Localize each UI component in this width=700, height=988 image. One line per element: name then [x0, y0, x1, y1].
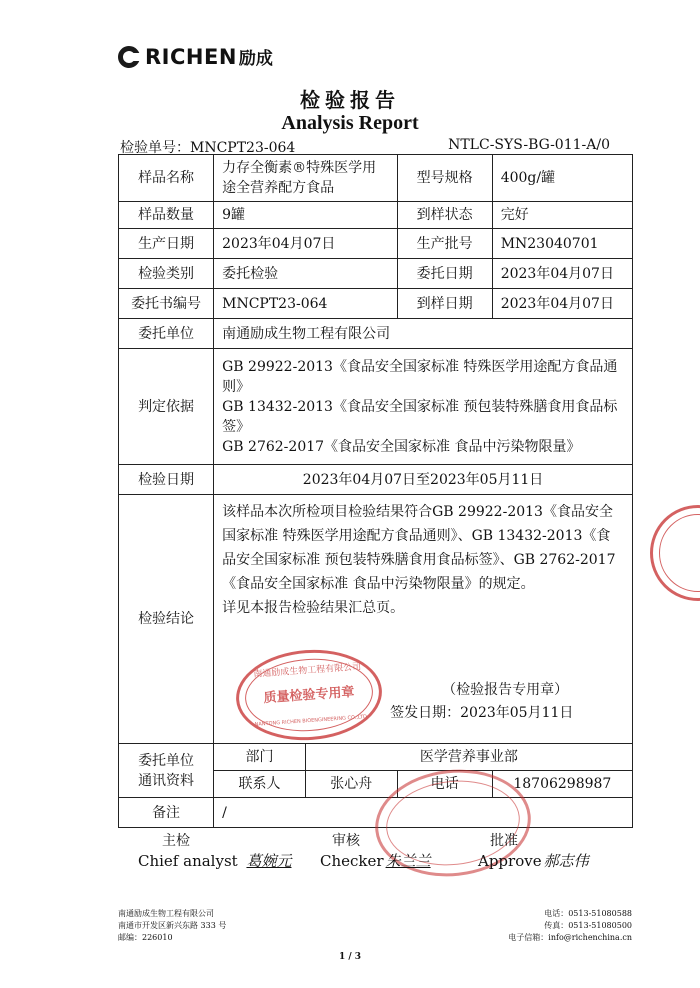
- chief-cn: 主检: [162, 833, 190, 849]
- dept-label: 部门: [214, 744, 306, 771]
- commission-date-value: 2023年04月07日: [492, 259, 632, 289]
- stamp-top-text: 南通励成生物工程有限公司: [253, 662, 362, 680]
- phone-label: 电话: [397, 771, 492, 798]
- chief-sig: 葛婉元: [246, 852, 292, 870]
- basis-line: GB 13432-2013《食品安全国家标准 预包装特殊膳食用食品标签》: [222, 398, 618, 435]
- basis-label: 判定依据: [119, 349, 214, 465]
- qty-label: 样品数量: [119, 202, 214, 229]
- table-row: [119, 495, 633, 744]
- page-number: 1 / 3: [338, 952, 362, 962]
- checker-cn: 审核: [332, 833, 360, 849]
- report-title-en: Analysis Report: [281, 112, 419, 134]
- client-value: 南通励成生物工程有限公司: [214, 319, 633, 349]
- approve-cn: 批准: [490, 833, 518, 849]
- footer-fax: 传真：0513-51080500: [544, 921, 632, 930]
- table-row: [119, 465, 633, 495]
- footer-company: 南通励成生物工程有限公司: [118, 909, 214, 918]
- table-row: [119, 319, 633, 349]
- chief-signature: [138, 850, 291, 871]
- remark-label: 备注: [119, 798, 214, 828]
- seal-note: （检验报告专用章）: [442, 682, 569, 698]
- spec-value: 400g/罐: [492, 155, 632, 202]
- checker-sig: 朱兰兰: [385, 852, 431, 870]
- qty-value: 9罐: [214, 202, 397, 229]
- test-date-label: 检验日期: [119, 465, 214, 495]
- phone-value: 18706298987: [492, 771, 632, 798]
- table-row: [119, 202, 633, 229]
- footer-email: 电子信箱：info@richenchina.cn: [508, 933, 632, 942]
- document-code: NTLC-SYS-BG-011-A/0: [448, 137, 610, 153]
- type-label: 检验类别: [119, 259, 214, 289]
- table-row: [119, 349, 633, 465]
- commission-no-value: MNCPT23-064: [214, 289, 397, 319]
- dept-value: 医学营养事业部: [305, 744, 632, 771]
- footer-postcode: 邮编：226010: [118, 933, 173, 942]
- table-row: [119, 289, 633, 319]
- chief-en: Chief analyst: [138, 852, 238, 870]
- sample-name-label: 样品名称: [119, 155, 214, 202]
- prod-date-label: 生产日期: [119, 229, 214, 259]
- arrival-state-value: 完好: [492, 202, 632, 229]
- quality-seal-stamp: [233, 645, 385, 745]
- client-label: 委托单位: [119, 319, 214, 349]
- commission-date-label: 委托日期: [397, 259, 492, 289]
- contact-label-line: 通讯资料: [138, 772, 195, 789]
- report-table: [118, 154, 633, 828]
- arrival-state-label: 到样状态: [397, 202, 492, 229]
- footer-address: 南通市开发区新兴东路 333 号: [118, 921, 227, 930]
- commission-no-label: 委托书编号: [119, 289, 214, 319]
- table-row: [119, 155, 633, 202]
- contact-label: [119, 744, 214, 798]
- logo-cn-text: 励成: [238, 49, 273, 69]
- table-row: [119, 229, 633, 259]
- checker-signature: [320, 850, 431, 871]
- conclusion-ref: 详见本报告检验结果汇总页。: [222, 600, 405, 616]
- checker-en: Checker: [320, 852, 384, 870]
- edge-stamp: [650, 505, 700, 601]
- report-number-label: 检验单号：: [120, 140, 190, 156]
- approve-sig: 郝志伟: [543, 852, 589, 870]
- approve-signature: [478, 850, 589, 871]
- remark-value: /: [214, 798, 633, 828]
- footer-tel: 电话：0513-51080588: [544, 909, 632, 918]
- batch-label: 生产批号: [397, 229, 492, 259]
- stamp-center-text: 质量检验专用章: [263, 684, 356, 707]
- table-row: [119, 259, 633, 289]
- footer-right: [508, 908, 632, 944]
- sample-name-value: 力存全衡素®特殊医学用途全营养配方食品: [214, 155, 397, 202]
- footer-left: [118, 908, 226, 944]
- sign-date: 签发日期：2023年05月11日: [390, 705, 574, 721]
- report-title-cn: 检验报告: [300, 88, 400, 112]
- logo-text: RICHEN: [145, 44, 237, 69]
- person-label: 联系人: [214, 771, 306, 798]
- contact-label-line: 委托单位: [138, 752, 195, 769]
- logo-mark-icon: [118, 46, 140, 68]
- prod-date-value: 2023年04月07日: [214, 229, 397, 259]
- spec-label: 型号规格: [397, 155, 492, 202]
- basis-line: GB 29922-2013《食品安全国家标准 特殊医学用途配方食品通则》: [222, 358, 618, 395]
- table-row: [119, 744, 633, 771]
- conclusion-area: [222, 500, 624, 740]
- basis-line: GB 2762-2017《食品安全国家标准 食品中污染物限量》: [222, 438, 581, 455]
- company-logo: [118, 44, 273, 69]
- batch-value: MN23040701: [492, 229, 632, 259]
- basis-value: [214, 349, 633, 465]
- arrival-date-label: 到样日期: [397, 289, 492, 319]
- type-value: 委托检验: [214, 259, 397, 289]
- conclusion-text: 该样品本次所检项目检验结果符合GB 29922-2013《食品安全国家标准 特殊医学用途配方食品通则》、GB 13432-2013《食品安全国家标准 预包装特殊膳食用食品标签》、GB 2762-2017《食品安全国家标准 食品中污染物限量》的规定。: [222, 504, 616, 592]
- test-date-value: 2023年04月07日至2023年05月11日: [214, 465, 633, 495]
- report-number-value: MNCPT23-064: [190, 140, 296, 156]
- conclusion-value: [214, 495, 633, 744]
- approve-en: Approve: [478, 852, 542, 870]
- stamp-bottom-text: NANTONG RICHEN BIOENGINEERING CO.,LTD: [254, 714, 368, 728]
- person-value: 张心舟: [305, 771, 397, 798]
- arrival-date-value: 2023年04月07日: [492, 289, 632, 319]
- conclusion-label: 检验结论: [119, 495, 214, 744]
